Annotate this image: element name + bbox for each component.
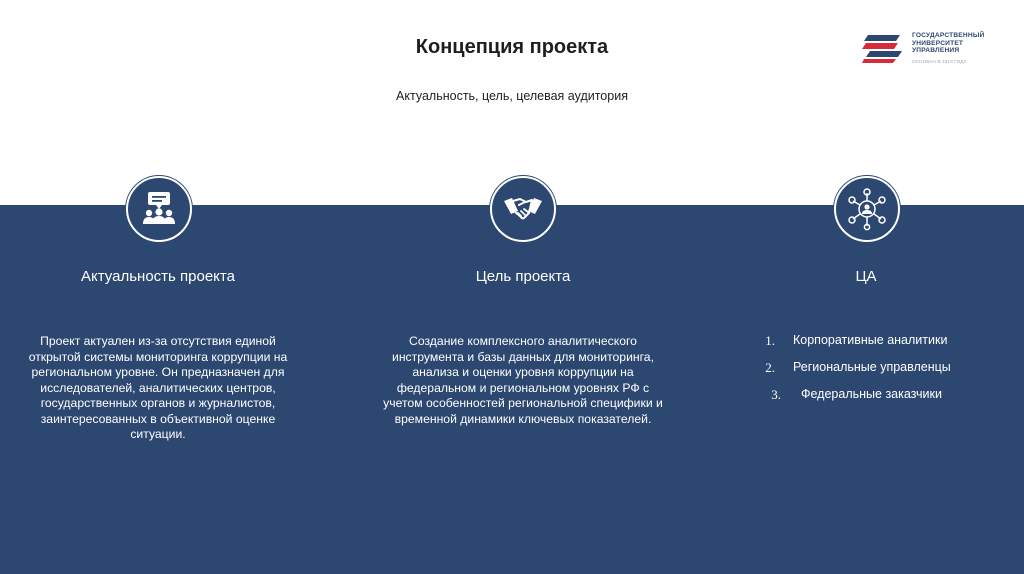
list-item-number: 3. [771, 387, 781, 402]
list-item-number: 1. [765, 333, 775, 348]
logo-line-3: УПРАВЛЕНИЯ [912, 47, 960, 55]
university-logo-icon [862, 32, 904, 64]
goal-icon-circle [490, 176, 556, 242]
goal-title: Цель проекта [475, 268, 571, 285]
list-item-text: Региональные управленцы [793, 360, 951, 374]
goal-text: Создание комплексного аналитического инструмента и базы данных для мониторинга, анализа и оценки уровня коррупции на федеральном и региональном уровнях РФ с учетом особенностей региональной специфики и временной динамики ключевых показателей. [383, 334, 663, 426]
list-item [755, 357, 985, 384]
list-item [755, 384, 985, 411]
relevance-icon-circle [126, 176, 192, 242]
list-item-text: Федеральные заказчики [801, 387, 942, 401]
relevance-text: Проект актуален из-за отсутствия единой открытой системы мониторинга коррупции на региональном уровне. Он предназначен для исследователей, аналитических центров, государственных органов и журналистов, заинтересованных в объективной оценке ситуации. [28, 334, 288, 441]
university-logo-text [912, 32, 984, 65]
page-title: Концепция проекта [415, 36, 609, 58]
audience-title: ЦА [855, 268, 877, 285]
handshake-icon [502, 189, 544, 229]
logo-line-1: ГОСУДАРСТВЕННЫЙ [912, 32, 985, 39]
logo-line-2: УНИВЕРСИТЕТ [912, 39, 964, 47]
list-item-number: 2. [765, 360, 775, 375]
list-item-text: Корпоративные аналитики [793, 333, 948, 347]
audience-icon-circle [834, 176, 900, 242]
logo-tagline: ОСНОВАН В 1919 ГОДУ [912, 58, 967, 64]
audience-presentation-icon [139, 189, 179, 229]
audience-list [755, 330, 985, 411]
network-people-icon [845, 187, 889, 231]
page-subtitle: Актуальность, цель, целевая аудитория [396, 89, 628, 103]
university-logo [862, 30, 1002, 70]
list-item [755, 330, 985, 357]
relevance-title: Актуальность проекта [81, 268, 235, 285]
